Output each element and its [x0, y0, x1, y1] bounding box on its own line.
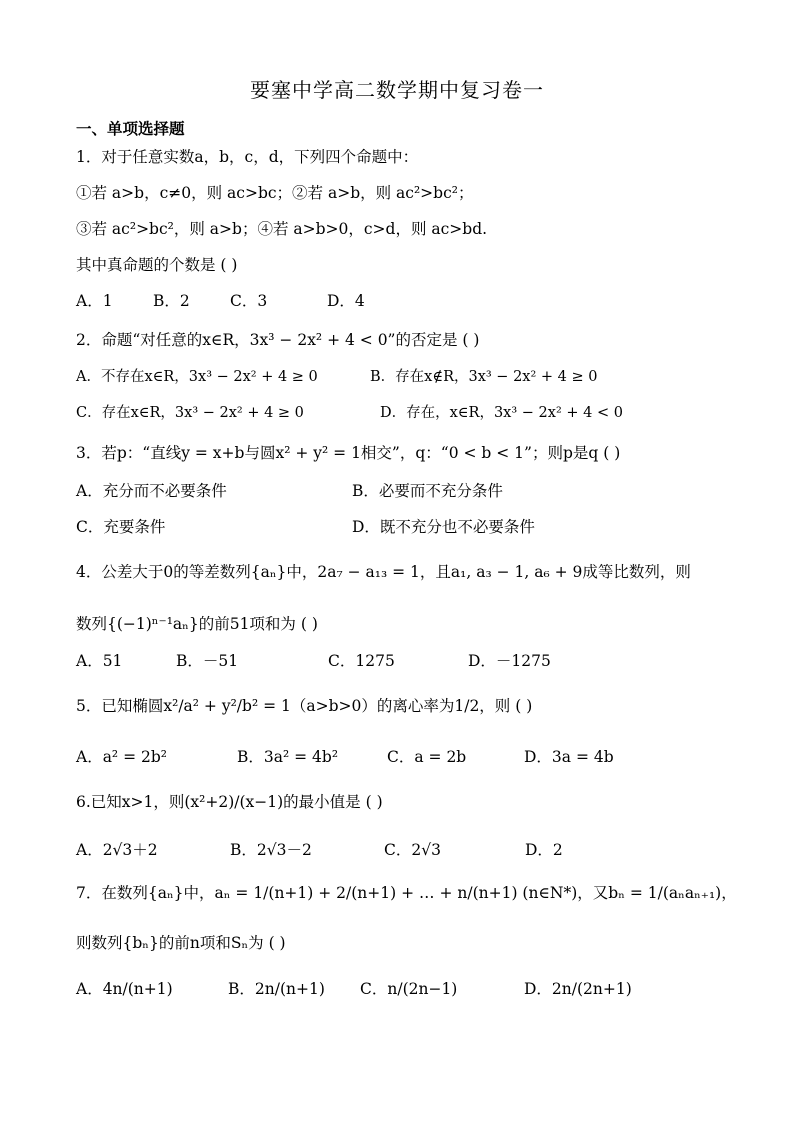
q5-stem: 5．已知椭圆x²/a² + y²/b² = 1（a>b>0）的离心率为1/2，则 ( )	[76, 697, 533, 715]
q5-option-c[interactable]: C．a = 2b	[387, 748, 467, 766]
q1-option-d[interactable]: D．4	[327, 292, 365, 310]
page-title: 要塞中学高二数学期中复习卷一	[250, 78, 544, 102]
q7-stem-line2: 则数列{bₙ}的前n项和Sₙ为 ( )	[76, 934, 286, 952]
q4-stem-line1: 4．公差大于0的等差数列{aₙ}中，2a₇ − a₁₃ = 1，且a₁, a₃ − 1, a₆ + 9成等比数列，则	[76, 563, 691, 581]
q3-option-c[interactable]: C．充要条件	[76, 518, 166, 536]
q1-line3: 其中真命题的个数是 ( )	[76, 256, 238, 274]
q4-option-d[interactable]: D．－1275	[468, 652, 551, 670]
q3-option-a[interactable]: A．充分而不必要条件	[76, 482, 227, 500]
q3-option-d[interactable]: D．既不充分也不必要条件	[352, 518, 535, 536]
q4-option-b[interactable]: B．－51	[176, 652, 239, 670]
q2-option-c[interactable]: C．存在x∈R，3x³ − 2x² + 4 ≥ 0	[76, 405, 304, 421]
q2-stem: 2．命题“对任意的x∈R，3x³ − 2x² + 4 < 0”的否定是 ( )	[76, 331, 480, 349]
q4-option-c[interactable]: C．1275	[328, 652, 395, 670]
q6-option-d[interactable]: D．2	[525, 841, 563, 859]
q2-option-a[interactable]: A．不存在x∈R，3x³ − 2x² + 4 ≥ 0	[76, 369, 318, 385]
q2-option-b[interactable]: B．存在x∉R，3x³ − 2x² + 4 ≥ 0	[370, 369, 598, 385]
q1-stem: 1．对于任意实数a，b，c，d，下列四个命题中：	[76, 148, 419, 166]
q7-option-b[interactable]: B．2n/(n+1)	[228, 980, 325, 998]
q5-option-d[interactable]: D．3a = 4b	[524, 748, 614, 766]
q7-option-a[interactable]: A．4n/(n+1)	[76, 980, 173, 998]
q7-option-c[interactable]: C．n/(2n−1)	[360, 980, 458, 998]
q5-option-a[interactable]: A．a² = 2b²	[76, 748, 167, 766]
q4-stem-line2: 数列{(−1)ⁿ⁻¹aₙ}的前51项和为 ( )	[76, 615, 318, 633]
q2-option-d[interactable]: D．存在，x∈R，3x³ − 2x² + 4 < 0	[380, 405, 623, 421]
q1-line1: ①若 a>b，c≠0，则 ac>bc；②若 a>b，则 ac²>bc²；	[76, 184, 474, 202]
q6-option-c[interactable]: C．2√3	[384, 841, 441, 859]
q7-stem-line1: 7．在数列{aₙ}中，aₙ = 1/(n+1) + 2/(n+1) + … + n/(n+1) (n∈N*)，又bₙ = 1/(aₙaₙ₊₁)，	[76, 884, 737, 902]
q4-option-a[interactable]: A．51	[76, 652, 123, 670]
q3-stem: 3．若p：“直线y = x+b与圆x² + y² = 1相交”，q：“0 < b < 1”；则p是q ( )	[76, 444, 621, 462]
section-heading: 一、单项选择题	[76, 119, 185, 138]
q6-stem: 6.已知x>1，则(x²+2)/(x−1)的最小值是 ( )	[76, 793, 383, 811]
q7-option-d[interactable]: D．2n/(2n+1)	[524, 980, 632, 998]
q6-option-b[interactable]: B．2√3－2	[230, 841, 312, 859]
q5-option-b[interactable]: B．3a² = 4b²	[237, 748, 339, 766]
q1-option-c[interactable]: C．3	[230, 292, 268, 310]
q1-line2: ③若 ac²>bc²，则 a>b；④若 a>b>0，c>d，则 ac>bd.	[76, 220, 488, 238]
q3-option-b[interactable]: B．必要而不充分条件	[352, 482, 503, 500]
q1-option-b[interactable]: B．2	[153, 292, 190, 310]
q1-option-a[interactable]: A．1	[76, 292, 113, 310]
q6-option-a[interactable]: A．2√3＋2	[76, 841, 158, 859]
